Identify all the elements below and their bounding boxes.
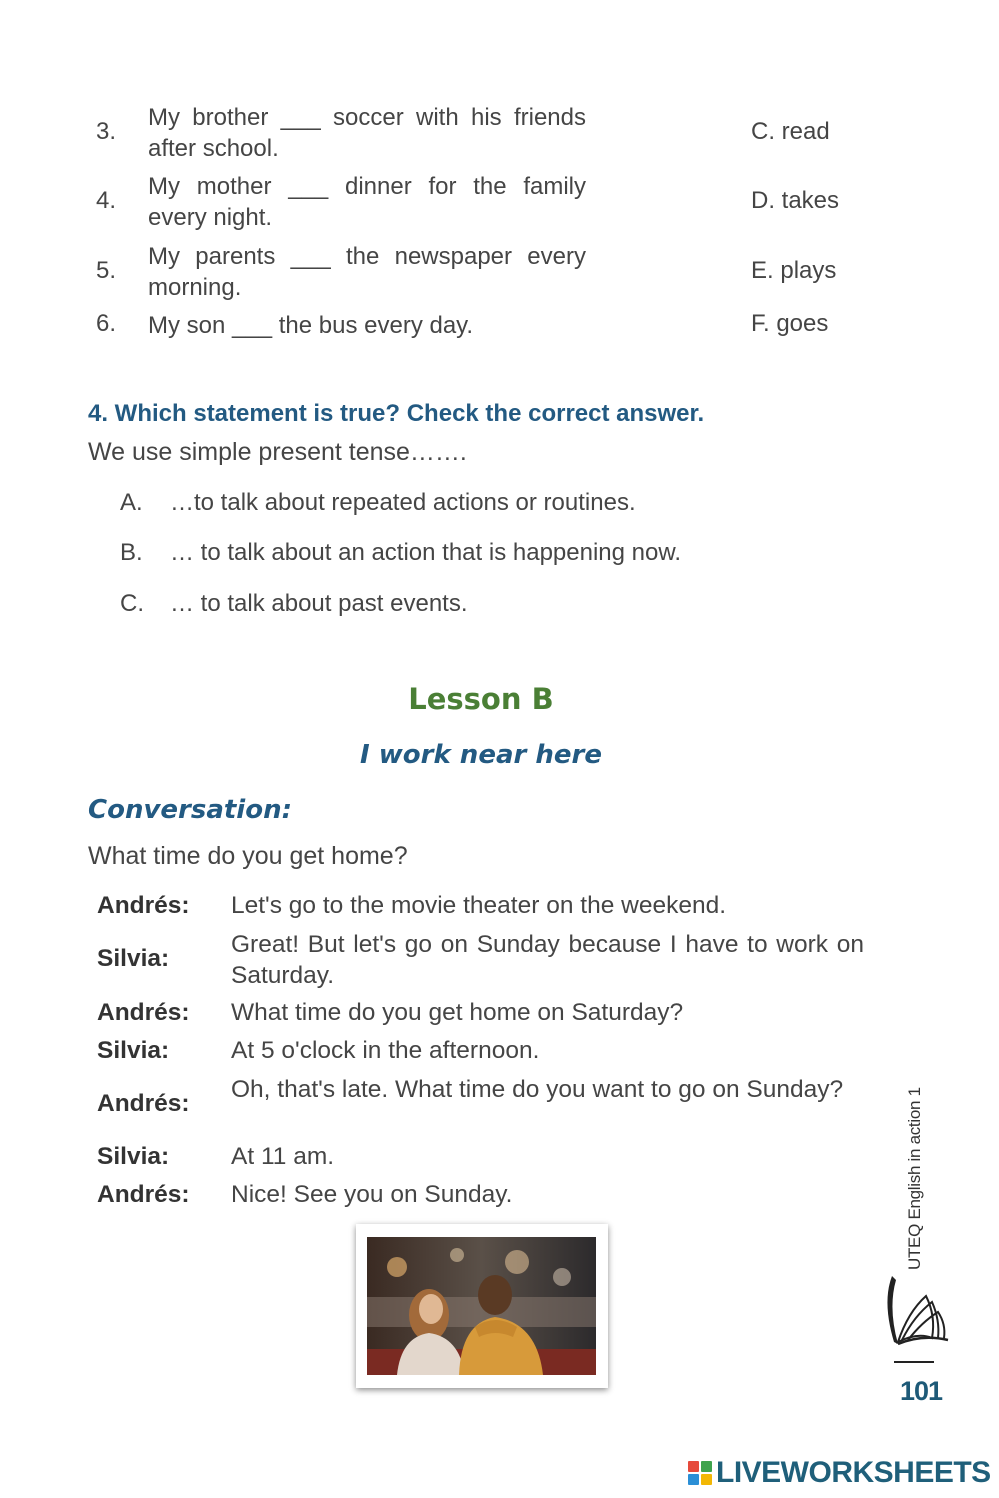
answer-option-b[interactable]	[120, 539, 681, 567]
liveworksheets-wordmark: LIVEWORKSHEETS	[716, 1456, 991, 1489]
matching-answer: C. read	[751, 118, 830, 145]
book-title-vertical: UTEQ English in action 1	[905, 1087, 924, 1270]
page-number: 101	[900, 1376, 943, 1406]
dialogue-speaker: Andrés:	[97, 1090, 190, 1117]
page-number-rule	[894, 1361, 934, 1363]
lesson-title: Lesson B	[408, 682, 554, 716]
answer-option-a[interactable]	[120, 489, 636, 517]
matching-answer: D. takes	[751, 187, 840, 214]
conversation-heading: Conversation:	[88, 795, 292, 825]
matching-sentence: My son ___ the bus every day.	[148, 312, 474, 339]
option-text: … to talk about an action that is happening now.	[170, 539, 682, 566]
dialogue-speaker: Andrés:	[97, 1181, 190, 1208]
liveworksheets-logo[interactable]	[688, 1455, 991, 1491]
dialogue-speaker: Andrés:	[97, 892, 190, 919]
question-4-title: 4. Which statement is true? Check the correct answer.	[88, 400, 705, 427]
option-letter: A.	[120, 489, 143, 516]
matching-answer: E. plays	[751, 257, 837, 284]
dialogue-text: Great! But let's go on Sunday because I have to work on Saturday.	[231, 931, 864, 989]
liveworksheets-icon	[688, 1461, 712, 1485]
matching-sentence: My mother ___ dinner for the family every night.	[148, 173, 586, 231]
matching-answer: F. goes	[751, 310, 829, 337]
couple-photo-illustration	[367, 1237, 596, 1375]
dialogue-text: Nice! See you on Sunday.	[231, 1181, 513, 1208]
dialogue-text: What time do you get home on Saturday?	[231, 999, 684, 1026]
matching-sentence: My parents ___ the newspaper every morning.	[148, 243, 586, 301]
dialogue-text: At 5 o'clock in the afternoon.	[231, 1037, 540, 1064]
matching-number: 6.	[96, 310, 117, 337]
option-text: …to talk about repeated actions or routines.	[170, 489, 636, 516]
open-book-icon	[878, 1272, 958, 1352]
question-4-intro: We use simple present tense…….	[88, 438, 467, 466]
answer-option-c[interactable]	[120, 590, 468, 618]
dialogue-text: Oh, that's late. What time do you want to go on Sunday?	[231, 1076, 844, 1103]
matching-sentence: My brother ___ soccer with his friends after school.	[148, 104, 586, 162]
option-text: … to talk about past events.	[170, 590, 468, 617]
dialogue-text: Let's go to the movie theater on the weekend.	[231, 892, 727, 919]
dialogue-text: At 11 am.	[231, 1143, 335, 1170]
dialogue-speaker: Andrés:	[97, 999, 190, 1026]
matching-number: 4.	[96, 187, 117, 214]
dialogue-speaker: Silvia:	[97, 1143, 170, 1170]
dialogue-speaker: Silvia:	[97, 1037, 170, 1064]
lesson-subtitle: I work near here	[360, 740, 602, 770]
couple-photo	[356, 1224, 608, 1388]
dialogue-speaker: Silvia:	[97, 945, 170, 972]
option-letter: C.	[120, 590, 144, 617]
matching-number: 5.	[96, 257, 117, 284]
matching-number: 3.	[96, 118, 117, 145]
conversation-question: What time do you get home?	[88, 842, 408, 870]
option-letter: B.	[120, 539, 143, 566]
